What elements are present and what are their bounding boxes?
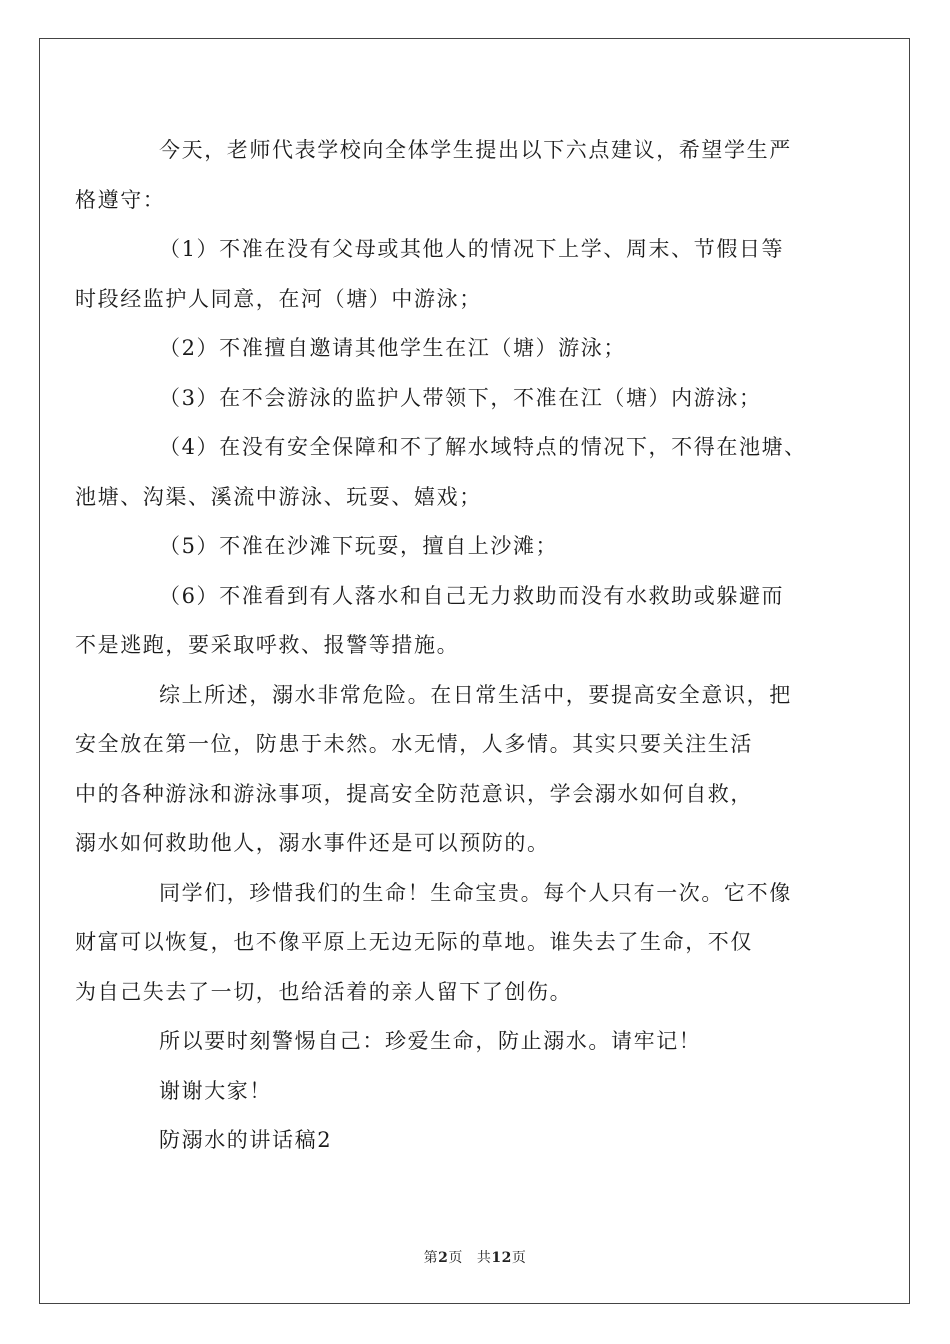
paragraph	[75, 126, 857, 225]
text-line: 为自己失去了一切，也给活着的亲人留下了创伤。	[75, 979, 573, 1004]
paragraph	[117, 324, 857, 374]
page-number: 2	[438, 1250, 449, 1266]
text-line: 同学们，珍惜我们的生命！生命宝贵。每个人只有一次。它不像	[159, 880, 792, 905]
text-line: （5）不准在沙滩下玩耍，擅自上沙滩；	[159, 534, 559, 558]
page-footer	[0, 1247, 950, 1267]
paragraph	[75, 423, 857, 522]
text-line: 谢谢大家！	[159, 1078, 272, 1103]
paragraph	[75, 225, 857, 324]
text-line: 中的各种游泳和游泳事项，提高安全防范意识，学会溺水如何自救，	[75, 781, 753, 806]
text-line: 今天，老师代表学校向全体学生提出以下六点建议，希望学生严	[159, 138, 792, 162]
text-line: 时段经监护人同意，在河（塘）中游泳；	[75, 286, 482, 311]
text-line: （3）在不会游泳的监护人带领下，不准在江（塘）内游泳；	[159, 385, 762, 410]
page-prefix: 第	[423, 1250, 439, 1266]
total-suffix: 页	[511, 1250, 527, 1266]
text-line: 安全放在第一位，防患于未然。水无情，人多情。其实只要关注生活	[75, 732, 753, 756]
text-line: （1）不准在没有父母或其他人的情况下上学、周末、节假日等	[159, 237, 785, 261]
paragraph	[117, 522, 857, 572]
total-pages: 12	[491, 1250, 512, 1266]
text-line: 溺水如何救助他人，溺水事件还是可以预防的。	[75, 831, 550, 855]
page-suffix: 页	[448, 1250, 463, 1266]
document-body	[75, 126, 857, 1166]
paragraph	[117, 1017, 857, 1067]
text-line: 综上所述，溺水非常危险。在日常生活中，要提高安全意识，把	[159, 682, 792, 707]
section-heading	[117, 1116, 857, 1166]
paragraph	[117, 1067, 857, 1117]
text-line: 所以要时刻警惕自己：珍爱生命，防止溺水。请牢记！	[159, 1029, 702, 1053]
paragraph	[75, 671, 857, 869]
text-line: 防溺水的讲话稿2	[159, 1128, 333, 1152]
text-line: 池塘、沟渠、溪流中游泳、玩耍、嬉戏；	[75, 484, 482, 509]
text-line: 格遵守：	[75, 187, 166, 212]
text-line: 不是逃跑，要采取呼救、报警等措施。	[75, 633, 460, 657]
text-line: （6）不准看到有人落水和自己无力救助而没有水救助或躲避而	[159, 583, 785, 608]
text-line: （4）在没有安全保障和不了解水域特点的情况下，不得在池塘、	[159, 435, 807, 459]
text-line: 财富可以恢复，也不像平原上无边无际的草地。谁失去了生命，不仅	[75, 930, 753, 954]
paragraph	[75, 869, 857, 1018]
paragraph	[75, 572, 857, 671]
text-line: （2）不准擅自邀请其他学生在江（塘）游泳；	[159, 336, 626, 360]
paragraph	[117, 374, 857, 424]
total-prefix: 共	[476, 1250, 492, 1266]
